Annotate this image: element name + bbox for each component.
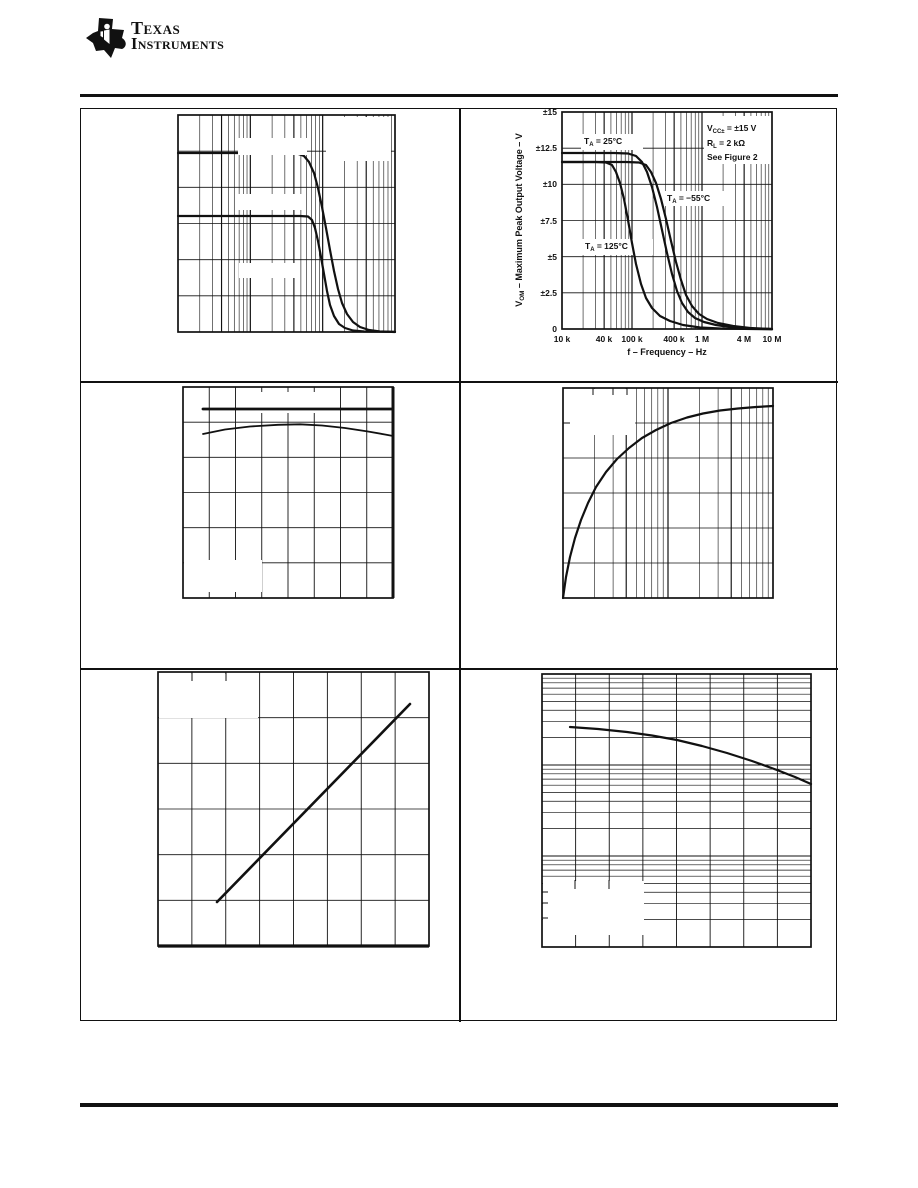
data-curve — [178, 153, 395, 332]
x-tick-label: 10 M — [762, 334, 782, 344]
x-tick-label: 4 M — [736, 334, 752, 344]
y-tick-label: ±5 — [547, 252, 557, 262]
x-tick-label: 400 k — [663, 334, 685, 344]
blank-label-box — [326, 117, 391, 161]
blank-label-box — [238, 138, 307, 155]
data-curve — [203, 424, 393, 436]
blank-label-box — [238, 194, 303, 210]
y-tick-label: ±7.5 — [540, 216, 557, 226]
y-tick-label: ±15 — [542, 107, 557, 117]
curve-label: $T_A = 125^\circ C$ — [585, 241, 628, 253]
x-tick-label: 10 k — [553, 334, 571, 344]
y-tick-label: ±10 — [542, 179, 557, 189]
y-axis-label: $V_{OM}$ – Maximum Peak Output Voltage – V — [514, 133, 526, 307]
test-conditions: $V_{CC\pm} = \pm 15$ V $R_L = 2$ kΩ See Figure 2 — [707, 123, 758, 162]
blank-label-box — [239, 263, 295, 278]
y-tick-label: 0 — [552, 324, 557, 334]
data-curve — [217, 704, 410, 902]
blank-label-box — [564, 389, 635, 435]
curve-label: $T_A = -55^\circ C$ — [667, 193, 711, 205]
blank-label-box — [159, 674, 258, 718]
brand-line-1: Texas — [131, 18, 181, 38]
data-curve — [570, 727, 811, 784]
blank-label-box — [543, 881, 644, 935]
x-tick-label: 100 k — [621, 334, 643, 344]
x-tick-label: 1 M — [694, 334, 710, 344]
curve-label: $T_A = 25^\circ C$ — [584, 136, 623, 148]
y-tick-label: ±2.5 — [540, 288, 557, 298]
brand-line-2: Instruments — [131, 34, 225, 53]
y-tick-label: ±12.5 — [535, 143, 557, 153]
x-axis-label: f – Frequency – Hz — [627, 347, 707, 357]
blank-label-box — [184, 560, 262, 592]
x-tick-label: 40 k — [595, 334, 613, 344]
